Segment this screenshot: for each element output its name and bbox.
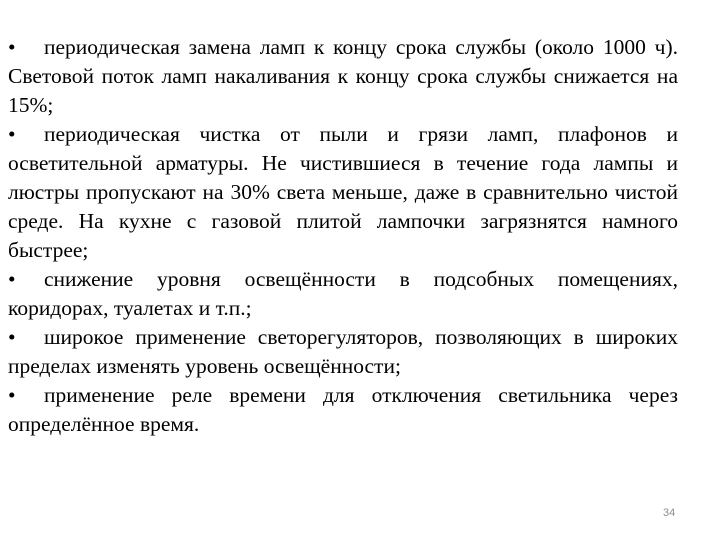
list-item-text: периодическая замена ламп к концу срока службы (около 1000 ч). Световой поток ламп накаливания к концу срока службы снижается на 15%; [8, 35, 678, 117]
list-item-text: применение реле времени для отключения светильника через определённое время. [8, 383, 678, 436]
list-item [8, 120, 678, 265]
bullet-icon: • [8, 325, 16, 349]
list-item-text: периодическая чистка от пыли и грязи ламп, плафонов и осветительной арматуры. Не чистившиеся в течение года лампы и люстры пропускают на 30% света меньше, даже в сравнительно чистой среде. На кухне с газовой плитой лампочки загрязнятся намного быстрее; [8, 122, 678, 262]
bullet-icon: • [8, 383, 16, 407]
list-item-text: снижение уровня освещённости в подсобных помещениях, коридорах, туалетах и т.п.; [8, 267, 678, 320]
bullet-icon: • [8, 122, 16, 146]
list-item [8, 265, 678, 323]
list-item [8, 33, 678, 120]
bullet-icon: • [8, 35, 16, 59]
bullet-icon: • [8, 267, 16, 291]
list-item [8, 323, 678, 381]
page-number: 34 [663, 507, 676, 519]
bullet-list [8, 33, 678, 439]
list-item [8, 381, 678, 439]
list-item-text: широкое применение светорегуляторов, позволяющих в широких пределах изменять уровень освещённости; [8, 325, 678, 378]
